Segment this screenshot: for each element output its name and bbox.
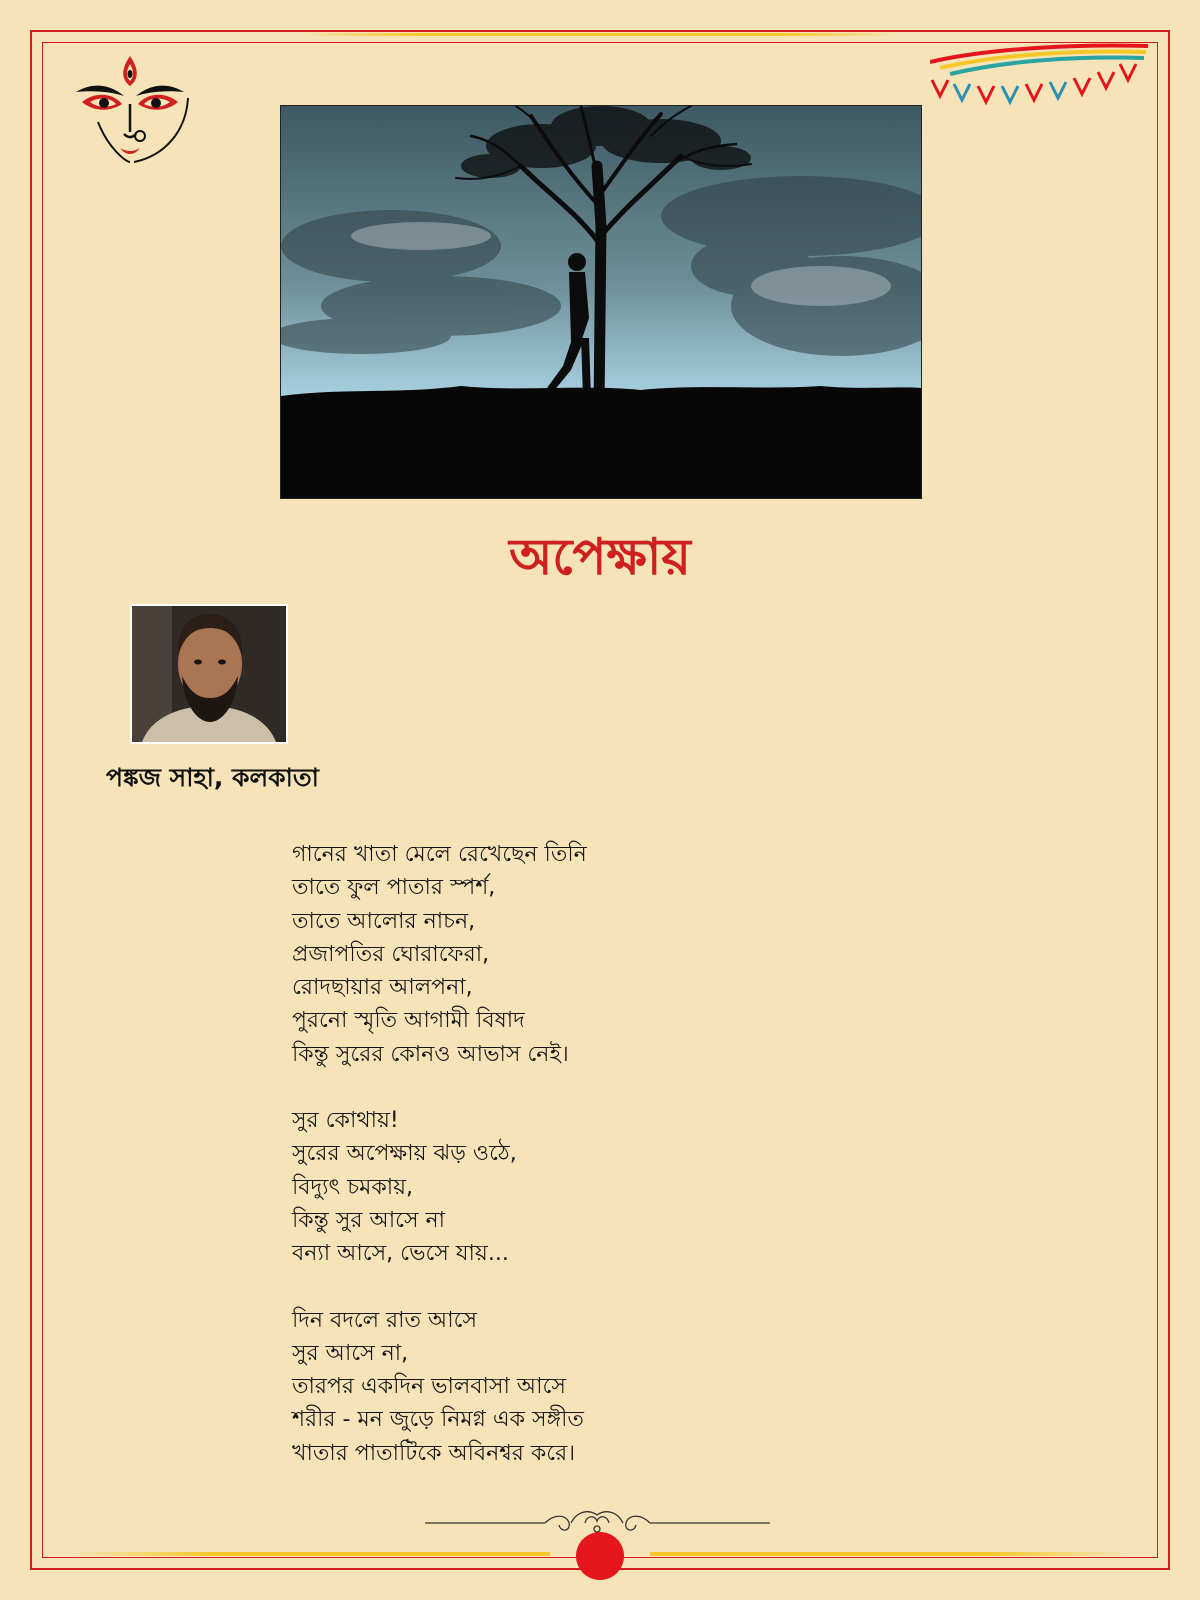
poem-line: তাতে আলোর নাচন, (292, 908, 476, 934)
stanza-3 (292, 1304, 992, 1470)
poem-line: রোদছায়ার আলপনা, (292, 975, 473, 1001)
goddess-face-icon (68, 52, 192, 164)
poem-line: শরীর - মন জুড়ে নিমগ্ন এক সঙ্গীত (292, 1407, 584, 1433)
poem-line: দিন বদলে রাত আসে (292, 1307, 478, 1333)
poem-body (292, 838, 992, 1503)
poem-line: প্রজাপতির ঘোরাফেরা, (292, 941, 490, 967)
poem-line: পুরনো স্মৃতি আগামী বিষাদ (292, 1008, 525, 1034)
poem-title: অপেক্ষায় (509, 527, 691, 586)
stanza-2 (292, 1104, 992, 1270)
red-sun-icon (576, 1532, 624, 1580)
festive-bunting-icon (930, 40, 1152, 120)
poem-line: বিদ্যুৎ চমকায়, (292, 1174, 414, 1200)
poem-line: তারপর একদিন ভালবাসা আসে (292, 1374, 566, 1400)
bottom-gold-line-left (70, 1552, 550, 1556)
hero-image (280, 105, 922, 499)
poem-line: বন্যা আসে, ভেসে যায়... (292, 1241, 509, 1267)
stanza-1 (292, 838, 992, 1071)
poem-line: সুরের অপেক্ষায় ঝড় ওঠে, (292, 1141, 517, 1167)
bottom-gold-line-right (650, 1552, 1130, 1556)
poem-line: সুর আসে না, (292, 1340, 409, 1366)
top-gold-line (300, 33, 900, 36)
author-portrait (130, 604, 288, 744)
poem-line: খাতার পাতাটিকে অবিনশ্বর করে। (292, 1440, 576, 1466)
poem-line: সুর কোথায়! (292, 1108, 399, 1134)
poem-line: গানের খাতা মেলে রেখেছেন তিনি (292, 842, 587, 867)
poem-line: কিন্তু সুর আসে না (292, 1207, 446, 1233)
author-name: পঙ্কজ সাহা, কলকাতা (106, 763, 319, 792)
poem-line: কিন্তু সুরের কোনও আভাস নেই। (292, 1041, 569, 1067)
poem-line: তাতে ফুল পাতার স্পর্শ, (292, 875, 496, 901)
